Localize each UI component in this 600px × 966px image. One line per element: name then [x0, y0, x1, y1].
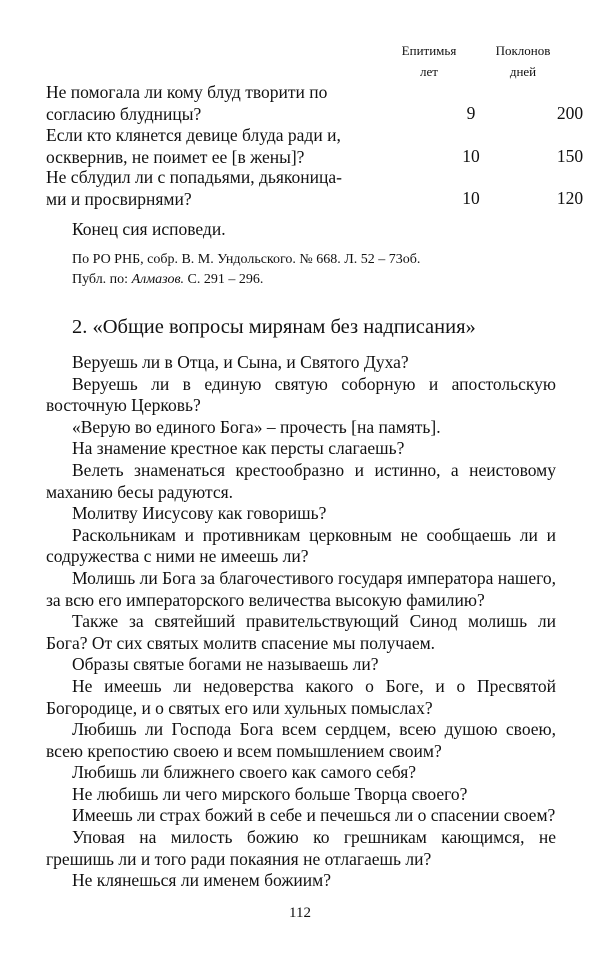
paragraph: Не любишь ли чего мирского больше Творца своего? — [72, 783, 468, 804]
row-years: 9 — [466, 103, 476, 123]
bows-days-header: Поклонов дней — [495, 43, 551, 79]
paragraph: Не клянешься ли именем божиим? — [72, 870, 331, 891]
question-list — [46, 352, 556, 892]
row-years: 10 — [462, 146, 480, 166]
page-number: 112 — [289, 905, 311, 921]
paragraph: На знамение крестное как персты слагаешь? — [72, 438, 405, 459]
penance-years-header: Епитимья лет — [401, 43, 457, 79]
row-bows: 150 — [556, 146, 584, 166]
row-question: Если кто клянется девице блуда ради и, осквернив, не поимет ее [в жены]? — [46, 125, 341, 167]
row-bows: 120 — [556, 188, 584, 208]
paragraph: Любишь ли ближнего своего как самого себя? — [72, 762, 417, 783]
paragraph: Любишь ли Господа Бога всем сердцем, всею душою своею, всею крепостию своею и всем помышлением своим? — [46, 719, 556, 761]
paragraph: Молитву Иисусову как говоришь? — [72, 503, 327, 524]
row-bows: 200 — [556, 103, 584, 123]
paragraph: «Верую во единого Бога» – прочесть [на память]. — [72, 416, 441, 437]
paragraph: Раскольникам и противникам церковным не сообщаешь ли и содружества с ними не имеешь ли? — [46, 524, 556, 567]
row-years: 10 — [462, 188, 480, 208]
paragraph: Веруешь ли в Отца, и Сына, и Святого Духа? — [72, 352, 409, 372]
closing-line: Конец сия исповеди. — [72, 219, 226, 239]
publication-citation: Публ. по: Алмазов. С. 291 – 296. — [72, 272, 264, 287]
paragraph: Молишь ли Бога за благочестивого государя императора нашего, за всю его императорского величества высокую фамилию? — [46, 567, 556, 610]
author-name: Алмазов. — [131, 272, 185, 287]
paragraph: Не имеешь ли недоверства какого о Боге, и о Пресвятой Богородице, и о святых его или хульных помыслах? — [46, 675, 556, 718]
row-question: Не сблудил ли с попадьями, дьяконица- ми и просвирнями? — [46, 167, 342, 209]
paragraph: Также за святейший правительствующий Синод молишь ли Бога? От сих святых молитв спасение мы получаем. — [46, 611, 556, 653]
paragraph: Имеешь ли страх божий в себе и печешься ли о спасении своем? — [72, 805, 556, 826]
paragraph: Образы святые богами не называешь ли? — [72, 654, 379, 675]
source-citation: По РО РНБ, собр. В. М. Ундольского. № 668. Л. 52 – 73об. — [72, 252, 421, 267]
paragraph: Велеть знаменаться крестообразно и истинно, а неистовому маханию бесы радуются. — [46, 459, 556, 502]
row-question: Не помогала ли кому блуд творити по согласию блудницы? — [46, 82, 328, 124]
section-title: 2. «Общие вопросы мирянам без надписания» — [72, 316, 476, 338]
paragraph: Уповая на милость божию ко грешникам кающимся, не грешишь ли и того ради покаяния не отлагаешь ли? — [46, 827, 556, 869]
paragraph: Веруешь ли в единую святую соборную и апостольскую восточную Церковь? — [46, 373, 556, 416]
